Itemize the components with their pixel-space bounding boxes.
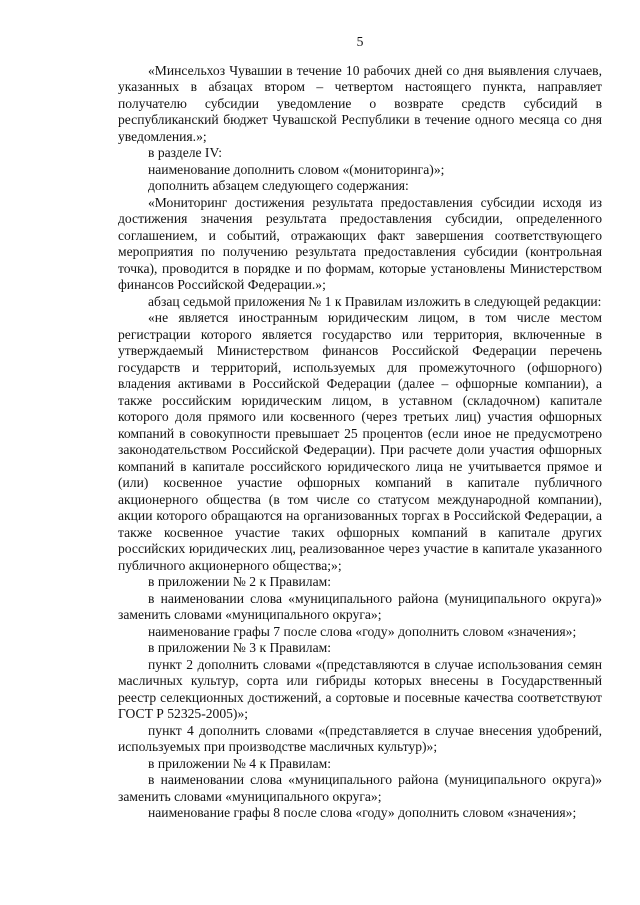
page-number: 5 bbox=[356, 34, 364, 49]
paragraph: в приложении № 3 к Правилам: bbox=[148, 640, 331, 655]
paragraph: наименование дополнить словом «(мониторинга)»; bbox=[148, 161, 445, 177]
paragraph: «не является иностранным юридическим лицом, в том числе местом регистрации которого является государство или территория, включенные в утверждаемый Министерством финансов Российской Федерации перечень государств и территорий, используемых для промежуточного (офшорного) владения активами в Российской Федерации (далее – офшорные компании), а также российским юридическим лицом, в уставном (складочном) капитале которого доля прямого или косвенного (через третьих лиц) участия офшорных компаний в совокупности превышает 25 процентов (если иное не предусмотрено законодательством Российской Федерации). При расчете доли участия офшорных компаний в капитале российского юридического лица не учитывается прямое и (или) косвенное участие офшорных компаний в капитале публичного акционерного общества (в том числе со статусом международной компании), акции которого обращаются на организованных торгах в Российской Федерации, а также косвенное участие таких офшорных компаний в капитале других российских юридических лиц, реализованное через участие в капитале указанного публичного акционерного общества;»; bbox=[118, 310, 602, 573]
paragraph: пункт 4 дополнить словами «(представляется в случае внесения удобрений, используемых при производстве масличных культур)»; bbox=[118, 722, 602, 754]
paragraph: «Мониторинг достижения результата предоставления субсидии исходя из достижения значения результата предоставления субсидии, определенного соглашением, и событий, отражающих факт завершения соответствующего мероприятия по получению результата предоставления субсидии (контрольная точка), проводится в порядке и по формам, которые установлены Министерством финансов Российской Федерации.»; bbox=[118, 194, 602, 292]
paragraph: «Минсельхоз Чувашии в течение 10 рабочих дней со дня выявления случаев, указанных в абзацах втором – четвертом настоящего пункта, направляет получателю субсидии уведомление о возврате средств субсидий в республиканский бюджет Чувашской Республики в течение одного месяца со дня уведомления.»; bbox=[118, 62, 602, 144]
paragraph: в приложении № 4 к Правилам: bbox=[148, 755, 331, 771]
paragraph: в приложении № 2 к Правилам: bbox=[148, 574, 331, 589]
paragraph: в наименовании слова «муниципального района (муниципального округа)» заменить словами «муниципального округа»; bbox=[118, 772, 602, 804]
paragraph: пункт 2 дополнить словами «(представляются в случае использования семян масличных культур, сорта или гибриды которых внесены в Государственный реестр селекционных достижений, а сортовые и посевные качества соответствуют ГОСТ Р 52325-2005)»; bbox=[118, 656, 602, 721]
paragraph: дополнить абзацем следующего содержания: bbox=[148, 178, 409, 193]
paragraph: в разделе IV: bbox=[148, 145, 223, 160]
paragraph: в наименовании слова «муниципального района (муниципального округа)» заменить словами «муниципального округа»; bbox=[118, 590, 602, 622]
paragraph: наименование графы 8 после слова «году» дополнить словом «значения»; bbox=[148, 805, 577, 820]
paragraph: абзац седьмой приложения № 1 к Правилам изложить в следующей редакции: bbox=[148, 293, 602, 309]
document-page bbox=[118, 34, 602, 822]
paragraph: наименование графы 7 после слова «году» дополнить словом «значения»; bbox=[148, 623, 577, 639]
